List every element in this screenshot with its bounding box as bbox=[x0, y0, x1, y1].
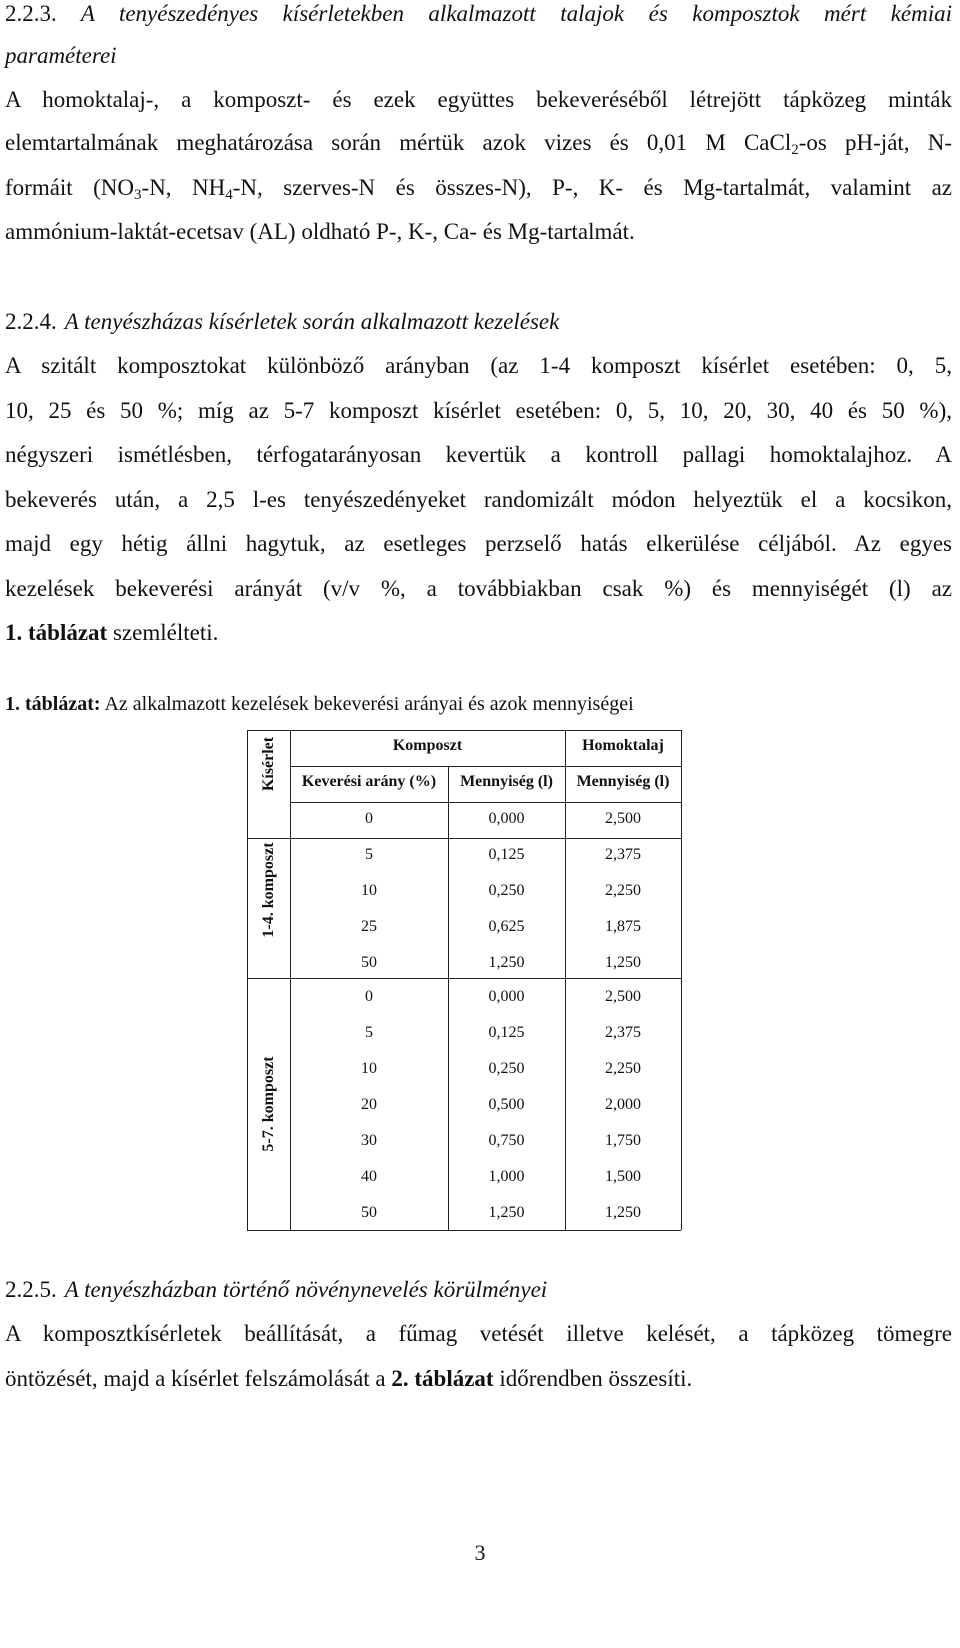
paragraph-line: öntözését, majd a kísérlet felszámolását a 2. táblázat időrendben összesíti. bbox=[5, 1366, 693, 1391]
compost-amount-cell: 0,250 bbox=[488, 882, 525, 899]
sand-amount-cell: 2,500 bbox=[605, 988, 641, 1005]
ratio-cell: 50 bbox=[361, 954, 377, 971]
ratio-cell: 20 bbox=[361, 1096, 377, 1113]
group-label: 1-4. komposzt bbox=[260, 842, 277, 938]
ratio-cell: 0 bbox=[365, 988, 373, 1005]
sand-amount-cell: 1,250 bbox=[605, 954, 641, 971]
compost-amount-cell: 0,000 bbox=[488, 988, 525, 1005]
sand-amount-cell: 2,375 bbox=[605, 1024, 641, 1041]
section-title: A tenyészházban történő növénynevelés körülményei bbox=[64, 1277, 548, 1302]
ratio-cell: 5 bbox=[365, 846, 373, 863]
paragraph-line: 10, 25 és 50 %; míg az 5-7 komposzt kísérlet esetében: 0, 5, 10, 20, 30, 40 és 50 %), bbox=[5, 398, 952, 423]
paragraph-line: kezelések bekeverési arányát (v/v %, a továbbiakban csak %) és mennyiségét (l) az bbox=[5, 576, 952, 601]
ratio-cell: 5 bbox=[365, 1024, 373, 1041]
paragraph-line: bekeverés után, a 2,5 l-es tenyészedényeket randomizált módon helyeztük el a kocsikon, bbox=[5, 487, 952, 512]
ratio-cell: 10 bbox=[361, 1060, 377, 1077]
paragraph-line: A homoktalaj-, a komposzt- és ezek együttes bekeveréséből létrejött tápközeg minták bbox=[5, 87, 952, 112]
sand-amount-cell: 1,250 bbox=[605, 1204, 641, 1221]
table-reference: 1. táblázat bbox=[5, 620, 108, 645]
sand-amount-cell: 2,250 bbox=[605, 882, 641, 899]
paragraph-line: A szitált komposztokat különböző arányban (az 1-4 komposzt kísérlet esetében: 0, 5, bbox=[5, 353, 952, 378]
sand-amount-cell: 2,250 bbox=[605, 1060, 641, 1077]
ratio-cell: 30 bbox=[361, 1132, 377, 1149]
compost-amount-cell: 0,500 bbox=[488, 1096, 525, 1113]
table-caption-label: 1. táblázat: bbox=[5, 693, 101, 715]
compost-amount-cell: 1,000 bbox=[488, 1168, 525, 1185]
paragraph-line: négyszeri ismétlésben, térfogatarányosan kevertük a kontroll pallagi homoktalajhoz. A bbox=[5, 442, 952, 467]
ratio-cell: 10 bbox=[361, 882, 377, 899]
page-number: 3 bbox=[474, 1540, 486, 1565]
header-sand-amount: Mennyiség (l) bbox=[576, 773, 670, 790]
header-sand: Homoktalaj bbox=[582, 737, 664, 754]
paragraph-line: A komposztkísérletek beállítását, a fűmag vetését illetve kelését, a tápközeg tömegre bbox=[5, 1321, 952, 1346]
group-label: 5-7. komposzt bbox=[260, 1056, 277, 1152]
ratio-cell: 40 bbox=[361, 1168, 377, 1185]
table-reference: 2. táblázat bbox=[391, 1366, 494, 1391]
compost-amount-cell: 1,250 bbox=[488, 954, 525, 971]
sand-amount-cell: 1,875 bbox=[605, 918, 641, 935]
compost-amount-cell: 0,125 bbox=[488, 846, 525, 863]
compost-amount-cell: 0,125 bbox=[488, 1024, 525, 1041]
header-compost: Komposzt bbox=[392, 737, 463, 754]
sand-amount-cell: 1,500 bbox=[605, 1168, 641, 1185]
ratio-cell: 0 bbox=[365, 810, 373, 827]
section-title: A tenyészedényes kísérletekben alkalmazott talajok és komposztok mért kémiai bbox=[80, 1, 952, 26]
compost-amount-cell: 0,250 bbox=[488, 1060, 525, 1077]
paragraph-line: majd egy hétig állni hagytuk, az esetleges perzselő hatás elkerülése céljából. Az egyes bbox=[5, 531, 952, 556]
section-number: 2.2.4. bbox=[5, 309, 57, 334]
header-compost-amount: Mennyiség (l) bbox=[460, 773, 553, 790]
paragraph-line: ammónium-laktát-ecetsav (AL) oldható P-, K-, Ca- és Mg-tartalmát. bbox=[5, 219, 635, 244]
paragraph-line: 1. táblázat szemlélteti. bbox=[5, 620, 219, 645]
section-223-heading-cont: paraméterei bbox=[5, 43, 117, 68]
sand-amount-cell: 1,750 bbox=[605, 1132, 641, 1149]
header-ratio: Keverési arány (%) bbox=[301, 773, 437, 790]
paragraph-line: elemtartalmának meghatározása során mértük azok vizes és 0,01 M CaCl$_2$-os pH-ját, N- bbox=[5, 130, 952, 158]
sand-amount-cell: 2,500 bbox=[605, 810, 641, 827]
section-number: 2.2.5. bbox=[5, 1277, 57, 1302]
ratio-cell: 50 bbox=[361, 1204, 377, 1221]
table-caption-text: Az alkalmazott kezelések bekeverési arányai és azok mennyiségei bbox=[100, 693, 634, 715]
sand-amount-cell: 2,000 bbox=[605, 1096, 641, 1113]
section-number: 2.2.3. bbox=[5, 1, 57, 26]
section-title: A tenyészházas kísérletek során alkalmazott kezelések bbox=[64, 309, 560, 334]
header-experiment: Kísérlet bbox=[260, 736, 277, 792]
ratio-cell: 25 bbox=[361, 918, 377, 935]
section-225-heading bbox=[5, 1276, 952, 1304]
compost-amount-cell: 0,625 bbox=[488, 918, 525, 935]
compost-amount-cell: 0,750 bbox=[488, 1132, 525, 1149]
compost-amount-cell: 1,250 bbox=[488, 1204, 525, 1221]
paragraph-line: formáit ($NO_3-N$, $NH_4-N$, szerves-N és összes-N), P-, K- és Mg-tartalmát, valamint az bbox=[5, 175, 952, 203]
sand-amount-cell: 2,375 bbox=[605, 846, 641, 863]
compost-amount-cell: 0,000 bbox=[488, 810, 525, 827]
